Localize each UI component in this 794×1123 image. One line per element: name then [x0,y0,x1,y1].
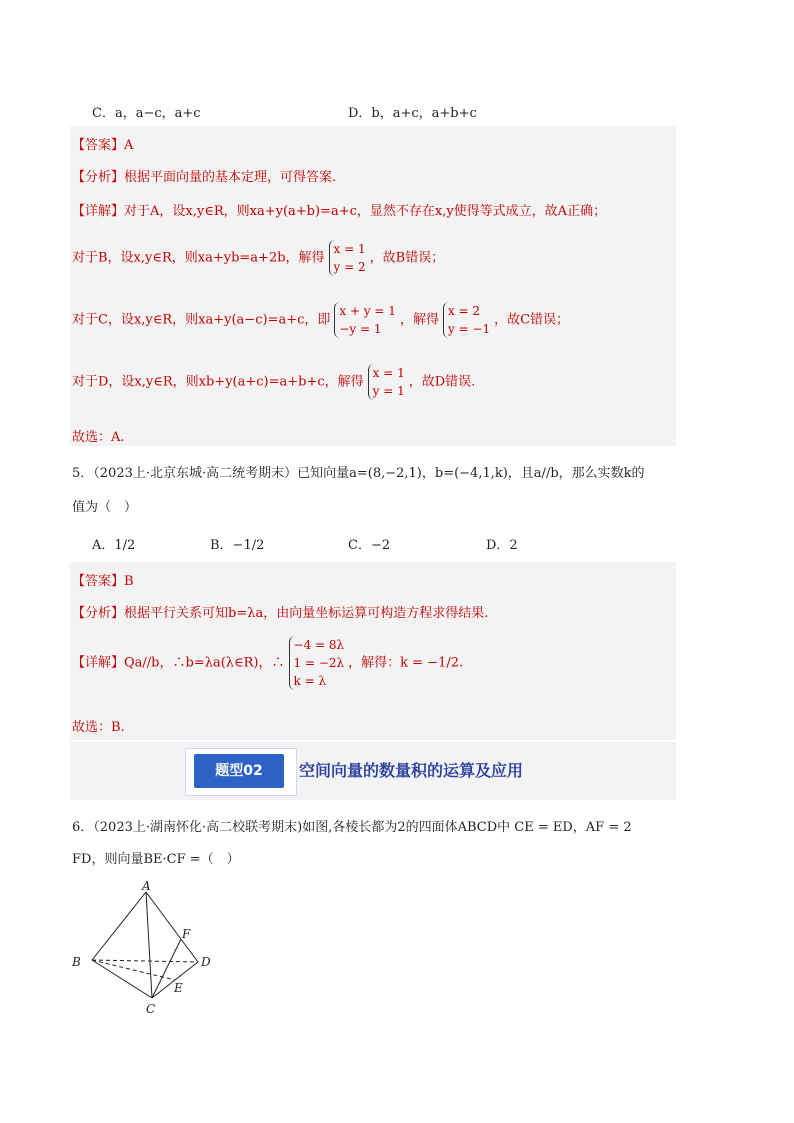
q4-detail-a [72,200,606,219]
system-brace [289,636,345,690]
q5-detail [72,636,463,690]
q5-option-b: B．−1/2 [210,538,265,553]
analysis-label: 【分析】 [72,606,125,621]
option-c: C．a，a−c，a+c [92,106,201,121]
detail-post: ，解得：k = −1/2. [348,655,464,671]
system-eq: y = 1 [372,384,405,398]
system-brace [334,302,396,338]
system-eq: −4 = 8λ [293,638,345,652]
q6-stem-line2: FD，则向量BE·CF =（ ） [72,852,240,867]
system-brace [443,302,490,338]
q4-detail-c [72,302,569,338]
label-b: B [72,955,81,969]
answer-value: A [124,138,134,153]
system-eq: x = 1 [372,366,405,380]
q5-choose: 故选：B. [72,720,125,735]
analysis-text: 根据平面向量的基本定理，可得答案. [124,170,337,185]
edge-bc [92,960,152,998]
detail-b-pre: 对于B，设x,y∈R，则xa+yb=a+2b，解得 [72,250,325,266]
label-c: C [146,1002,156,1016]
tetrahedron-figure [70,880,220,1020]
system-eq: 1 = −2λ [293,656,345,670]
q4-choose: 故选：A. [72,430,125,445]
system-brace [368,364,405,400]
q5-option-c: C．−2 [348,538,391,553]
q5-option-d: D．2 [486,538,518,553]
system-eq: x = 2 [447,304,481,318]
edge-bd [92,960,198,962]
q6-stem-line1: 6．（2023上·湖南怀化·高二校联考期末)如图,各棱长都为2的四面体ABCD中 CE = ED，AF = 2 [72,820,632,835]
system-eq: k = λ [293,674,327,688]
answer-label: 【答案】 [72,574,125,589]
label-d: D [201,955,211,969]
label-f: F [182,927,191,941]
answer-label: 【答案】 [72,138,125,153]
detail-label: 【详解】 [72,655,125,671]
system-eq: −y = 1 [339,322,382,336]
detail-c-mid: ，解得 [399,312,439,328]
q4-answer [72,134,133,153]
q4-analysis [72,166,336,185]
q5-option-a: A．1/2 [92,538,136,553]
system-eq: x + y = 1 [339,304,396,318]
q5-stem-line1: 5．（2023上·北京东城·高二统考期末）已知向量a=(8,−2,1)，b=(−4,1,k)，且a//b，那么实数k的 [72,466,645,481]
system-eq: y = −1 [447,322,491,336]
detail-pre: Qa//b，∴b=λa(λ∈R)，∴ [124,655,285,671]
system-brace [329,240,366,276]
q5-analysis [72,602,488,621]
edge-ab [92,892,146,960]
detail-label: 【详解】 [72,204,125,219]
detail-d-post: ，故D错误. [408,374,476,390]
detail-b-post: ，故B错误； [369,250,445,266]
label-e: E [174,981,183,995]
system-eq: x = 1 [333,242,366,256]
banner-tag: 题型02 [194,754,284,788]
q4-detail-b [72,240,444,276]
analysis-text: 根据平行关系可知b=λa，由向量坐标运算可构造方程求得结果. [124,606,489,621]
banner-title: 空间向量的数量积的运算及应用 [299,761,524,780]
analysis-label: 【分析】 [72,170,125,185]
q4-detail-d [72,364,475,400]
detail-a-text: 对于A，设x,y∈R，则xa+y(a+b)=a+c，显然不存在x,y使得等式成立，故A正确； [124,204,607,219]
edge-ac [146,892,152,998]
detail-c-post: ，故C错误； [494,312,570,328]
option-d: D．b，a+c，a+b+c [348,106,477,121]
system-eq: y = 2 [333,260,366,274]
q5-answer [72,570,134,589]
answer-value: B [124,574,134,589]
q5-stem-line2: 值为（ ） [72,500,138,515]
detail-c-pre: 对于C，设x,y∈R，则xa+y(a−c)=a+c，即 [72,312,331,328]
label-a: A [142,880,151,893]
detail-d-pre: 对于D，设x,y∈R，则xb+y(a+c)=a+b+c，解得 [72,374,364,390]
